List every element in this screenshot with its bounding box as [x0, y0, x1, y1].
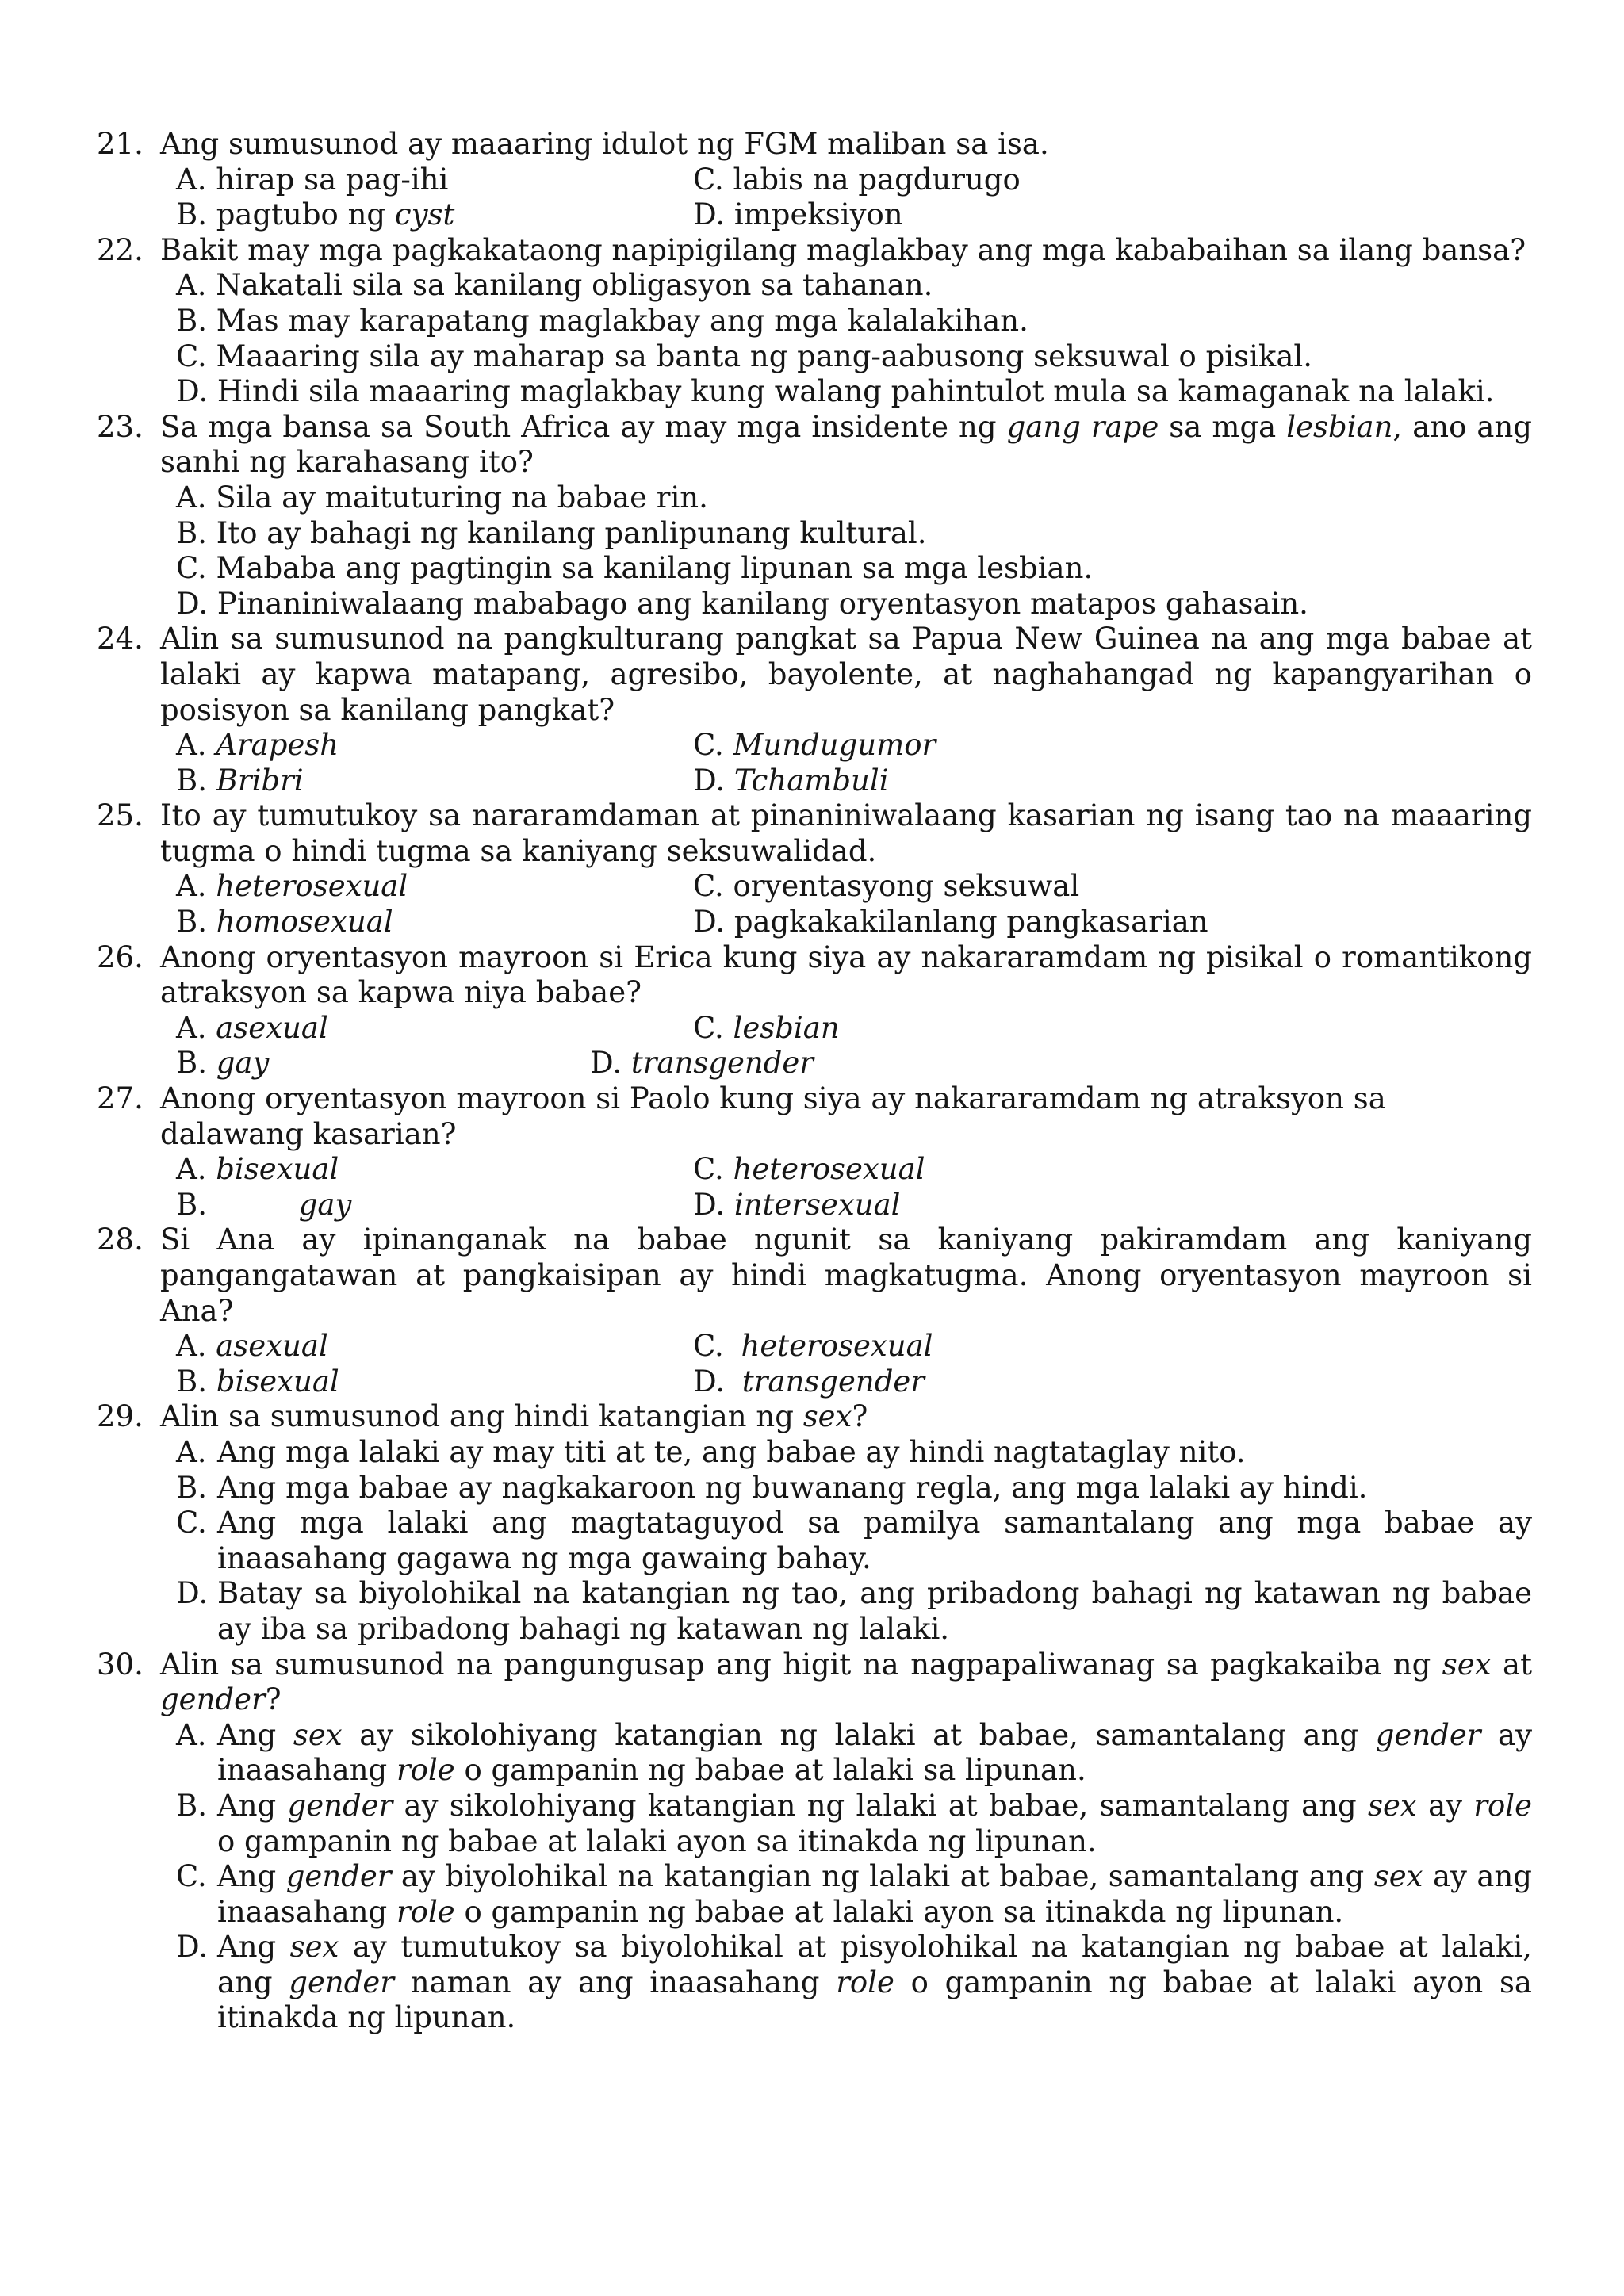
option-a[interactable]: A. Nakatali sila sa kanilang obligasyon sa tahanan.: [176, 268, 933, 303]
option-b[interactable]: B. homosexual: [176, 905, 393, 939]
question-stem: Anong oryentasyon mayroon si Paolo kung siya ay nakararamdam ng atraksyon sa dalawang kasarian?: [160, 1081, 1386, 1151]
option-a[interactable]: A. Sila ay maituturing na babae rin.: [176, 480, 708, 515]
question-stem: Ito ay tumutukoy sa nararamdaman at pinaniniwalaang kasarian ng isang tao na maaaring tugma o hindi tugma sa kaniyang seksuwalidad.: [160, 798, 1532, 868]
option-c[interactable]: C. Mundugumor: [693, 728, 936, 763]
option-d[interactable]: D. Ang sex ay tumutukoy sa biyolohikal at pisyolohikal na katangian ng babae at lalaki, ang gender naman ay ang inaasahang role o gampanin ng babae at lalaki ayon sa itinakda ng lipunan.: [176, 1930, 1532, 2035]
question-number: 24.: [97, 622, 144, 656]
question-23: [97, 410, 1532, 622]
question-26: [97, 940, 1532, 1081]
question-22: [97, 233, 1532, 410]
question-stem: Alin sa sumusunod ang hindi katangian ng sex?: [160, 1399, 868, 1434]
question-stem: Anong oryentasyon mayroon si Erica kung siya ay nakararamdam ng pisikal o romantikong atraksyon sa kapwa niya babae?: [160, 939, 1532, 1010]
option-a[interactable]: A. bisexual: [176, 1152, 339, 1187]
option-b[interactable]: B. bisexual: [176, 1364, 339, 1399]
question-30: [97, 1647, 1532, 2037]
option-c[interactable]: C. Mababa ang pagtingin sa kanilang lipunan sa mga lesbian.: [176, 551, 1094, 586]
question-stem: Si Ana ay ipinanganak na babae ngunit sa kaniyang pakiramdam ang kaniyang pangangatawan at pangkaisipan ay hindi magkatugma. Anong oryentasyon mayroon si Ana?: [160, 1223, 1532, 1328]
option-c[interactable]: C. labis na pagdurugo: [693, 162, 1021, 197]
option-b[interactable]: B. Ang gender ay sikolohiyang katangian ng lalaki at babae, samantalang ang sex ay role o gampanin ng babae at lalaki ayon sa itinakda ng lipunan.: [176, 1788, 1533, 1858]
question-25: [97, 798, 1532, 939]
question-number: 25.: [97, 798, 144, 833]
option-d[interactable]: D. transgender: [693, 1364, 925, 1399]
option-a[interactable]: A. Arapesh: [176, 728, 339, 763]
option-c[interactable]: C. Ang gender ay biyolohikal na katangian ng lalaki at babae, samantalang ang sex ay ang inaasahang role o gampanin ng babae at lalaki ayon sa itinakda ng lipunan.: [176, 1859, 1532, 1929]
option-d[interactable]: D. Pinaniniwalaang mababago ang kanilang oryentasyon matapos gahasain.: [176, 586, 1308, 621]
question-number: 29.: [97, 1399, 144, 1434]
question-number: 22.: [97, 232, 144, 267]
option-d[interactable]: D. pagkakakilanlang pangkasarian: [693, 905, 1208, 939]
question-number: 28.: [97, 1223, 144, 1257]
option-b[interactable]: B. Ito ay bahagi ng kanilang panlipunang kultural.: [176, 515, 927, 550]
question-stem: Alin sa sumusunod na pangungusap ang higit na nagpapaliwanag sa pagkakaiba ng sex at gender?: [160, 1647, 1532, 1717]
option-c[interactable]: C. oryentasyong seksuwal: [693, 869, 1080, 904]
option-d[interactable]: D. transgender: [590, 1046, 814, 1081]
option-d[interactable]: D. Hindi sila maaaring maglakbay kung walang pahintulot mula sa kamaganak na lalaki.: [176, 374, 1495, 409]
question-28: [97, 1223, 1532, 1399]
option-a[interactable]: A. heterosexual: [176, 869, 408, 904]
option-b[interactable]: B. gay: [176, 1187, 352, 1222]
question-number: 27.: [97, 1081, 144, 1116]
option-c[interactable]: C. Ang mga lalaki ang magtataguyod sa pamilya samantalang ang mga babae ay inaasahang gagawa ng mga gawaing bahay.: [176, 1506, 1532, 1575]
question-list: [97, 127, 1532, 2036]
option-b[interactable]: B. gay: [176, 1046, 270, 1081]
option-a[interactable]: A. Ang mga lalaki ay may titi at te, ang babae ay hindi nagtataglay nito.: [176, 1434, 1246, 1469]
question-stem: Alin sa sumusunod na pangkulturang pangkat sa Papua New Guinea na ang mga babae at lalaki ay kapwa matapang, agresibo, bayolente, at naghahangad ng kapangyarihan o posisyon sa kanilang pangkat?: [160, 622, 1532, 727]
question-29: [97, 1399, 1532, 1647]
option-a[interactable]: A. asexual: [176, 1329, 328, 1364]
question-27: [97, 1081, 1532, 1223]
question-number: 26.: [97, 939, 144, 974]
question-number: 23.: [97, 409, 144, 444]
option-b[interactable]: B. pagtubo ng cyst: [176, 197, 455, 232]
option-a[interactable]: A. Ang sex ay sikolohiyang katangian ng lalaki at babae, samantalang ang gender ay inaasahang role o gampanin ng babae at lalaki sa lipunan.: [176, 1717, 1533, 1788]
option-b[interactable]: B. Bribri: [176, 763, 304, 798]
question-stem: Bakit may mga pagkakataong napipigilang maglakbay ang mga kababaihan sa ilang bansa?: [160, 232, 1526, 267]
option-d[interactable]: D. Tchambuli: [693, 763, 889, 798]
question-number: 21.: [97, 127, 144, 161]
question-24: [97, 622, 1532, 798]
question-number: 30.: [97, 1647, 144, 1682]
option-a[interactable]: A. asexual: [176, 1010, 328, 1045]
option-d[interactable]: D. Batay sa biyolohikal na katangian ng tao, ang pribadong bahagi ng katawan ng babae ay iba sa pribadong bahagi ng katawan ng lalaki.: [176, 1576, 1532, 1646]
question-stem: Sa mga bansa sa South Africa ay may mga insidente ng gang rape sa mga lesbian, ano ang sanhi ng karahasang ito?: [160, 409, 1532, 480]
question-stem: Ang sumusunod ay maaaring idulot ng FGM maliban sa isa.: [160, 127, 1049, 161]
option-c[interactable]: C. lesbian: [693, 1010, 840, 1045]
option-b[interactable]: B. Ang mga babae ay nagkakaroon ng buwanang regla, ang mga lalaki ay hindi.: [176, 1470, 1368, 1505]
option-a[interactable]: A. hirap sa pag-ihi: [176, 162, 449, 197]
option-c[interactable]: C. heterosexual: [693, 1152, 925, 1187]
option-b[interactable]: B. Mas may karapatang maglakbay ang mga kalalakihan.: [176, 303, 1028, 338]
option-c[interactable]: C. heterosexual: [693, 1329, 933, 1364]
option-d[interactable]: D. impeksiyon: [693, 197, 903, 232]
option-d[interactable]: D. intersexual: [693, 1187, 901, 1222]
option-c[interactable]: C. Maaaring sila ay maharap sa banta ng pang-aabusong seksuwal o pisikal.: [176, 339, 1312, 373]
question-21: [97, 127, 1532, 233]
